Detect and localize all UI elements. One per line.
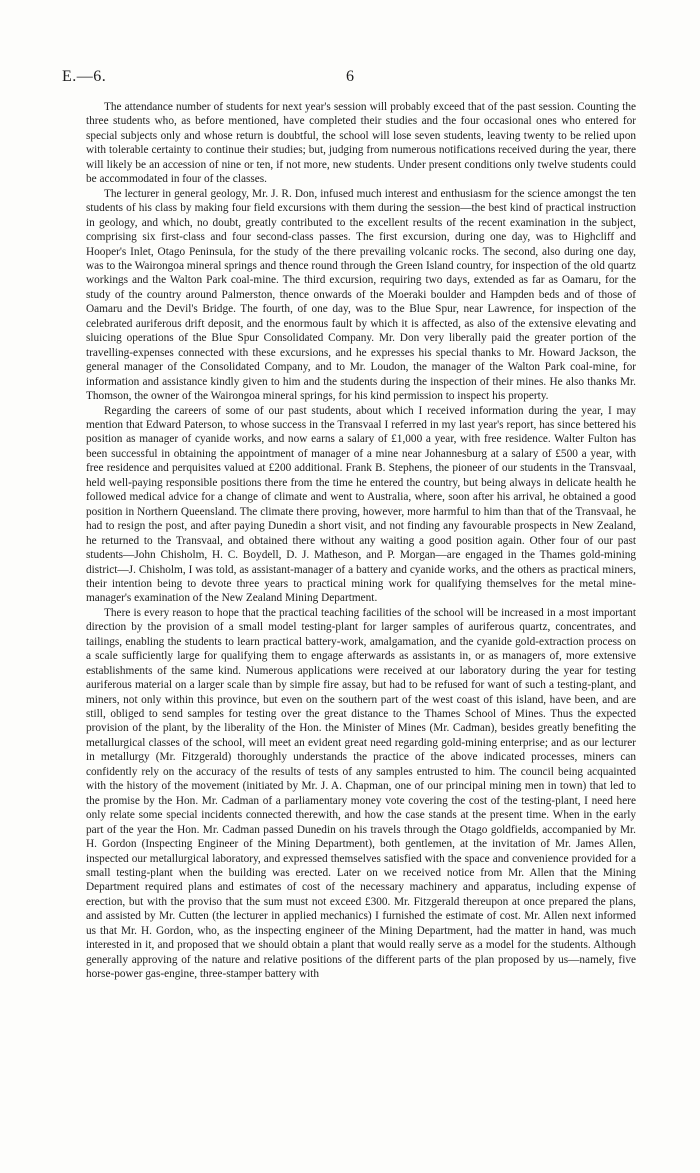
page-number: 6 xyxy=(346,68,354,85)
paragraph-testing-plant: There is every reason to hope that the practical teaching facilities of the school will be increased in a most important direction by the provision of a small model testing-plant for larger samples of auriferous quartz, concentrates, and tailings, enabling the students to learn practical battery-work, amalgamation, and the cyanide gold-extraction process on a scale sufficiently large for qualifying them to engage afterwards as assistants in, or as managers of, more extensive establishments of the same kind. Numerous applications were received at our laboratory during the year for testing auriferous material on a larger scale than by simple fire assay, but had to be refused for want of such a testing-plant, and miners, not only within this province, but even on the southern part of the west coast of this island, have been, and are still, obliged to send samples for testing over the great distance to the Thames School of Mines. Thus the expected provision of the plant, by the liberality of the Hon. the Minister of Mines (Mr. Cadman), besides greatly benefiting the metallurgical classes of the school, will meet an evident great need regarding gold-mining enterprise; and as our lecturer in metallurgy (Mr. Fitzgerald) thoroughly understands the practice of the above indicated processes, miners can confidently rely on the accuracy of the results of tests of any samples entrusted to him. The council being acquainted with the history of the movement (initiated by Mr. J. A. Chapman, one of our principal mining men in town) that led to the promise by the Hon. Mr. Cadman of a parliamentary money vote covering the cost of the testing-plant, I need here only relate some special incidents connected therewith, and how the case stands at the present time. When in the early part of the year the Hon. Mr. Cadman passed Dunedin on his travels through the Otago goldfields, accompanied by Mr. H. Gordon (Inspecting Engineer of the Mining Department), both gentlemen, at the invitation of Mr. James Allen, inspected our metallurgical laboratory, and expressed themselves satisfied with the space and convenience provided for a small testing-plant when the building was erected. Later on we received notice from Mr. Allen that the Mining Department required plans and estimates of cost of the necessary machinery and apparatus, including expense of erection, but with the proviso that the sum must not exceed £300. Mr. Fitzgerald thereupon at once prepared the plans, and assisted by Mr. Cutten (the lecturer in applied mechanics) I furnished the estimate of cost. Mr. Allen next informed us that Mr. H. Gordon, who, as the inspecting engineer of the Mining Department, had the matter in hand, was much interested in it, and proposed that we should obtain a plant that would really serve as a model for the students. Although generally approving of the nature and relative positions of the different parts of the plan proposed by us—namely, five horse-power gas-engine, three-stamper battery with xyxy=(86,606,636,981)
paragraph-past-students: Regarding the careers of some of our past students, about which I received information during the year, I may mention that Edward Paterson, to whose success in the Transvaal I referred in my last year's report, has since bettered his position as manager of cyanide works, and now earns a salary of £1,000 a year, with free residence. Walter Fulton has been successful in obtaining the appointment of manager of a mine near Johannesburg at a salary of £500 a year, with free residence and perquisites valued at £200 additional. Frank B. Stephens, the pioneer of our students in the Transvaal, held well-paying responsible positions there from the time he entered the country, but being always in delicate health he followed medical advice for a change of climate and went to Australia, where, soon after his arrival, he obtained a good position in Northern Queensland. The climate there proving, however, more harmful to him than that of the Transvaal, he had to resign the post, and after paying Dunedin a short visit, and not finding any favourable prospects in New Zealand, he returned to the Transvaal, and obtained there without any waiting a good position again. Other four of our past students—John Chisholm, H. C. Boydell, D. J. Matheson, and P. Morgan—are engaged in the Thames gold-mining district—J. Chisholm, I was told, as assistant-manager of a battery and cyanide works, and the others as practical miners, their intention being to devote three years to practical mining work for qualifying themselves for the metal mine-manager's examination of the New Zealand Mining Department. xyxy=(86,404,636,605)
page-header xyxy=(62,68,638,92)
document-reference: E.—6. xyxy=(62,68,107,85)
paragraph-student-attendance: The attendance number of students for next year's session will probably exceed that of the past session. Counting the three students who, as before mentioned, have completed their studies and the four occasional ones who entered for special subjects only and whose return is doubtful, the school will lose seven students, leaving twenty to be relied upon with tolerable certainty to continue their studies; but, judging from numerous notifications received during the year, there will likely be an accession of nine or ten, if not more, new students. Under present conditions only twelve students could be accommodated in four of the classes. xyxy=(86,101,636,186)
paragraph-geology-excursions: The lecturer in general geology, Mr. J. R. Don, infused much interest and enthusiasm for the science amongst the ten students of his class by making four field excursions with them during the session—the best kind of practical instruction in geology, and which, no doubt, greatly contributed to the excellent results of the recent examination in the subject, comprising six first-class and four second-class passes. The first excursion, during one day, was to Highcliff and Hooper's Inlet, Otago Peninsula, for the study of the there prevailing volcanic rocks. The second, also during one day, was to the Wairongoa mineral springs and thence round through the Green Island country, for inspection of the old quartz workings and the Walton Park coal-mine. The third excursion, requiring two days, extended as far as Oamaru, for the study of the country around Palmerston, thence onwards of the Moeraki boulder and Hampden beds and of those of Oamaru and the Devil's Bridge. The fourth, of one day, was to the Blue Spur, near Lawrence, for inspection of the celebrated auriferous drift deposit, and the enormous fault by which it is affected, as also of the extensive elevating and sluicing operations of the Blue Spur Consolidated Company. Mr. Don very liberally paid the greater portion of the travelling-expenses connected with these excursions, and he expresses his special thanks to Mr. Howard Jackson, the general manager of the Consolidated Company, and to Mr. Loudon, the manager of the Walton Park coal-mine, for information and assistance kindly given to him and the students during the inspection of their mines. He also thanks Mr. Thomson, the owner of the Wairongoa mineral springs, for his kind permission to inspect his property. xyxy=(86,187,636,403)
body-text xyxy=(86,100,636,982)
